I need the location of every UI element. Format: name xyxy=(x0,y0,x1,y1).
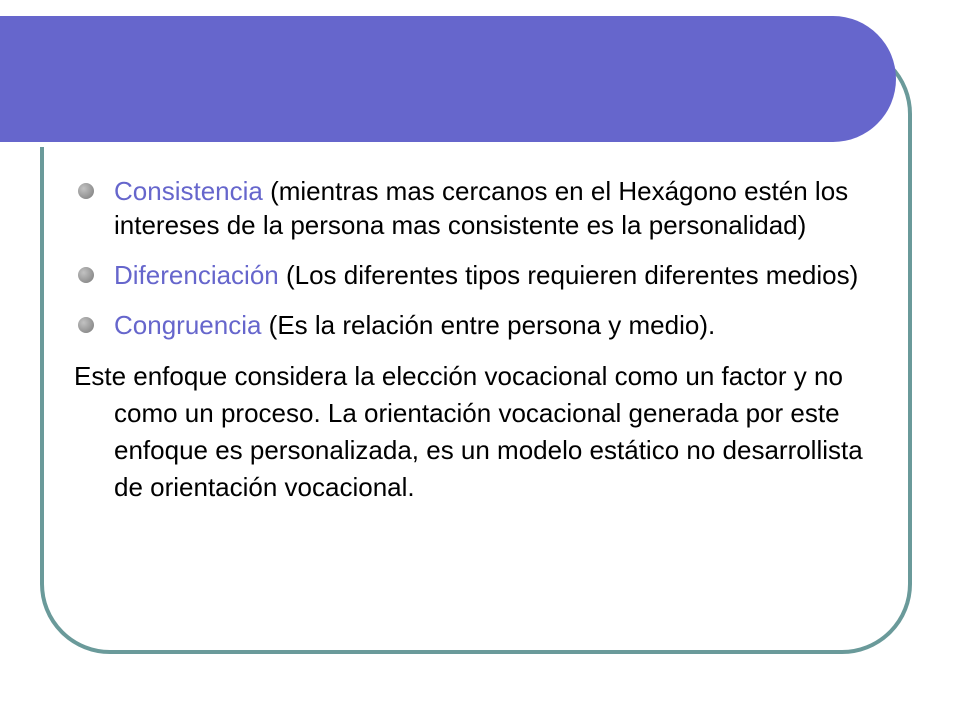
bullet-term: Diferenciación xyxy=(114,260,279,290)
bullet-text: (Los diferentes tipos requieren diferentes medios) xyxy=(278,260,859,290)
bullet-term: Congruencia xyxy=(114,310,262,340)
bullet-dot-icon xyxy=(78,317,94,333)
bullet-term: Consistencia xyxy=(114,176,263,206)
slide-content xyxy=(74,174,874,506)
title-band xyxy=(0,16,896,142)
title-underline xyxy=(0,142,848,147)
bullet-item-diferenciacion xyxy=(74,258,874,292)
body-paragraph: Este enfoque considera la elección vocacional como un factor y no como un proceso. La orientación vocacional generada por este enfoque es personalizada, es un modelo estático no desarrollista de orientación vocacional. xyxy=(74,361,863,502)
bullet-dot-icon xyxy=(78,183,94,199)
bullet-text: (mientras mas cercanos en el Hexágono estén los intereses de la persona mas consistente es la personalidad) xyxy=(114,176,849,240)
bullet-text: (Es la relación entre persona y medio). xyxy=(261,310,716,340)
bullet-dot-icon xyxy=(78,267,94,283)
bullet-item-congruencia xyxy=(74,308,874,342)
bullet-item-consistencia xyxy=(74,174,874,242)
